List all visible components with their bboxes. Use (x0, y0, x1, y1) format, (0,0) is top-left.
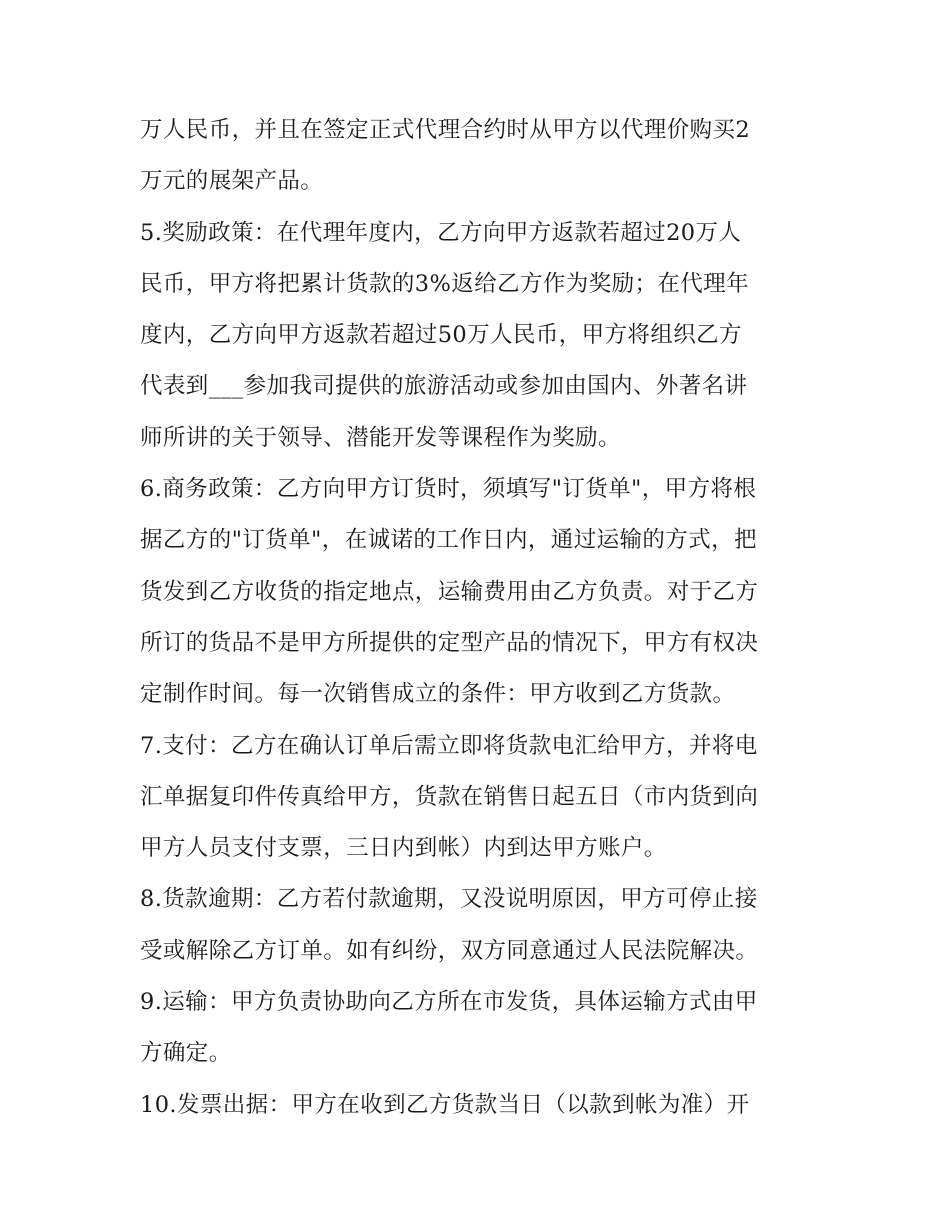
text-line: 民币，甲方将把累计货款的3%返给乙方作为奖励；在代理年 (140, 270, 749, 297)
text-line: 货发到乙方收货的指定地点，运输费用由乙方负责。对于乙方 (140, 578, 759, 605)
text-line: 定制作时间。每一次销售成立的条件：甲方收到乙方货款。 (140, 681, 736, 708)
text-line: 师所讲的关于领导、潜能开发等课程作为奖励。 (140, 424, 621, 451)
text-line: 10.发票出据：甲方在收到乙方货款当日（以款到帐为准）开 (140, 1091, 750, 1118)
text-line: 6.商务政策：乙方向甲方订货时，须填写"订货单"，甲方将根 (140, 476, 757, 503)
text-line: 方确定。 (140, 1040, 232, 1067)
text-line: 汇单据复印件传真给甲方，货款在销售日起五日（市内货到向 (140, 783, 759, 810)
text-line: 度内，乙方向甲方返款若超过50万人民币，甲方将组织乙方 (140, 322, 742, 349)
document-body (140, 105, 812, 1131)
text-line: 甲方人员支付支票，三日内到帐）内到达甲方账户。 (140, 835, 667, 862)
text-line: 万元的展架产品。 (140, 168, 324, 195)
text-line: 代表到___参加我司提供的旅游活动或参加由国内、外著名讲 (140, 373, 748, 400)
text-line: 万人民币，并且在签定正式代理合约时从甲方以代理价购买2 (140, 117, 751, 143)
text-line: 7.支付：乙方在确认订单后需立即将货款电汇给甲方，并将电 (140, 732, 758, 759)
text-line: 受或解除乙方订单。如有纠纷，双方同意通过人民法院解决。 (140, 937, 759, 964)
text-line: 5.奖励政策：在代理年度内，乙方向甲方返款若超过20万人 (140, 219, 742, 246)
text-line: 所订的货品不是甲方所提供的定型产品的情况下，甲方有权决 (140, 629, 759, 656)
text-line: 8.货款逾期：乙方若付款逾期，又没说明原因，甲方可停止接 (140, 886, 758, 913)
text-line: 据乙方的"订货单"，在诚诺的工作日内，通过运输的方式，把 (140, 527, 757, 554)
text-line: 9.运输：甲方负责协助向乙方所在市发货，具体运输方式由甲 (140, 989, 758, 1016)
